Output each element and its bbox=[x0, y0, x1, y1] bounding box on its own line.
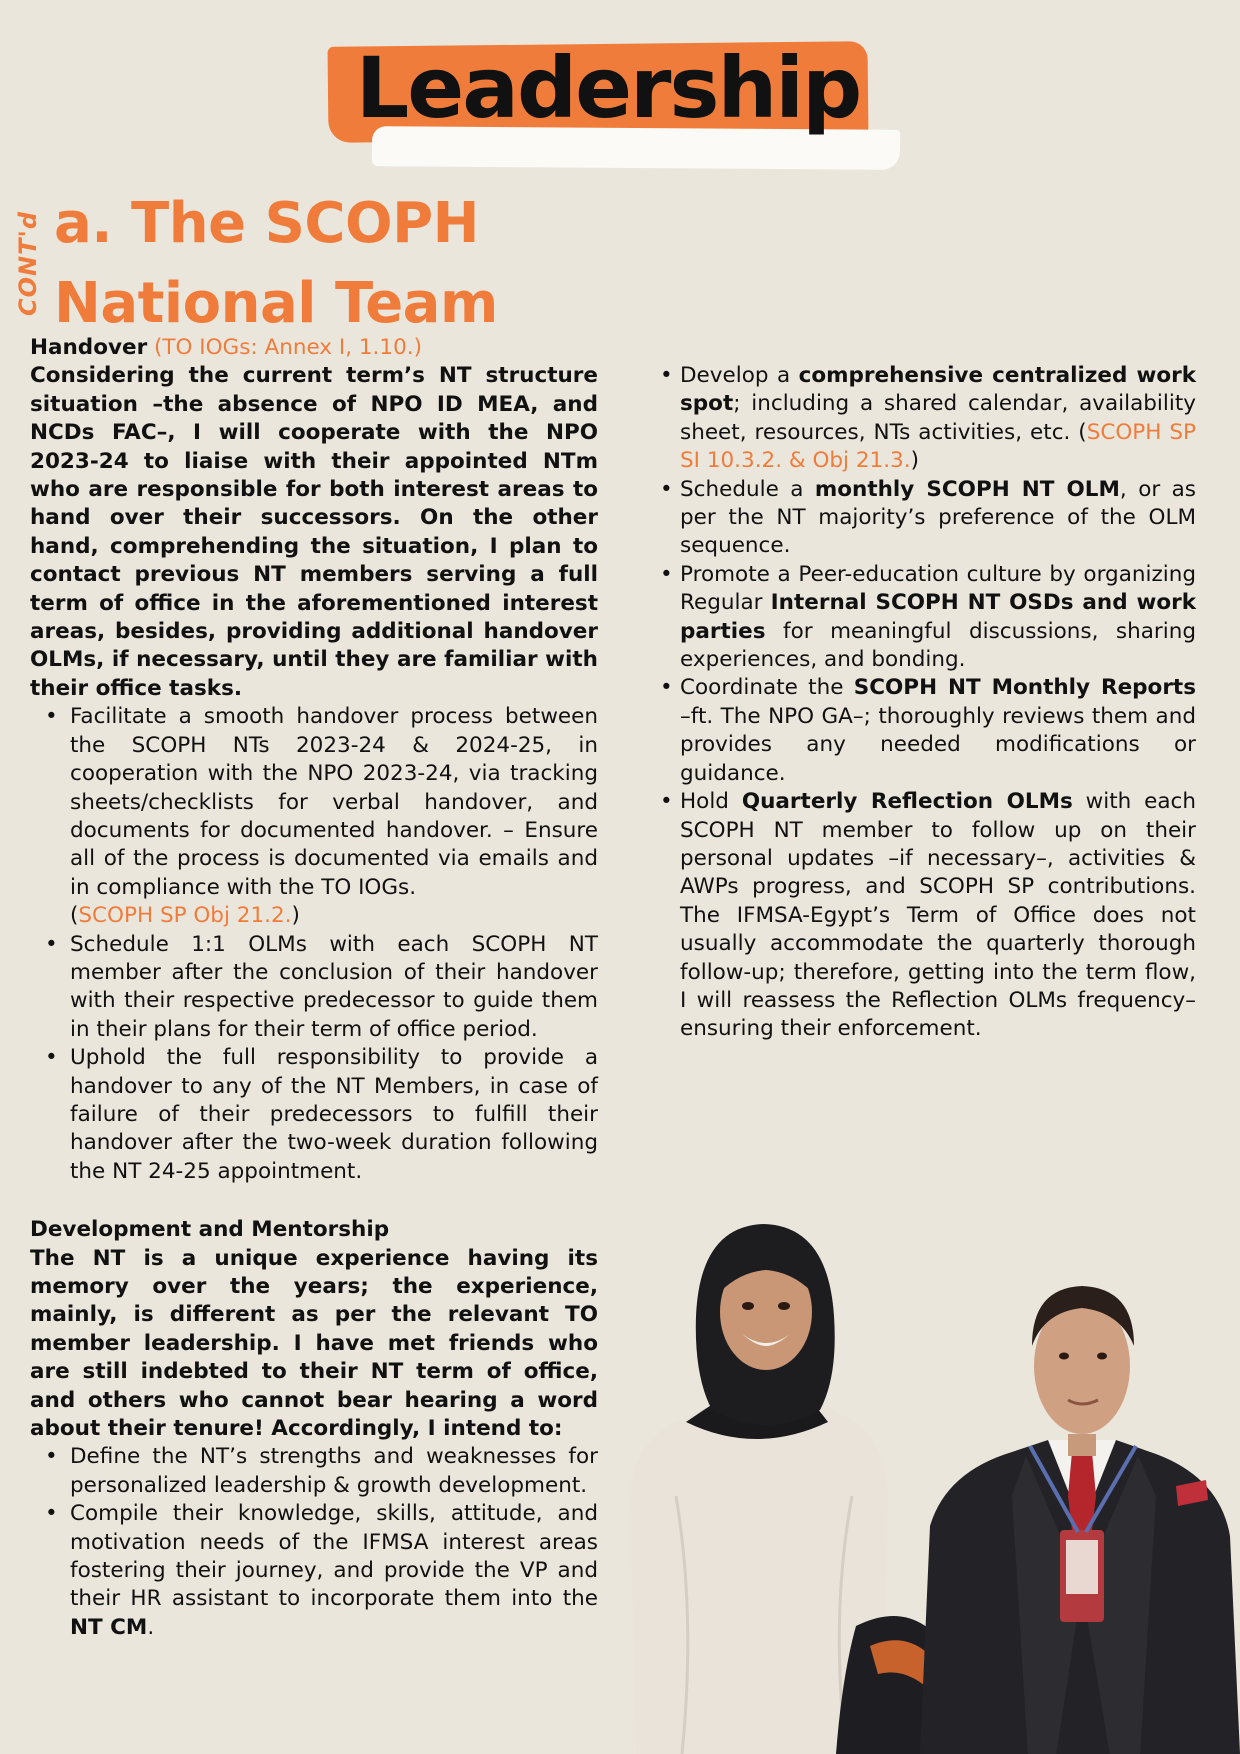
list-item: • Promote a Peer-education culture by organizing Regular Internal SCOPH NT OSDs and work parties for meaningful discussions, sharing experiences, and bonding. bbox=[666, 561, 1196, 675]
right-column bbox=[666, 362, 1196, 1044]
list-item: • Uphold the full responsibility to provide a handover to any of the NT Members, in case of failure of their predecessors to fulfill their handover after the two-week duration following the NT 24-25 appointment. bbox=[30, 1044, 598, 1186]
section-heading bbox=[54, 184, 498, 344]
development-list bbox=[30, 1443, 598, 1642]
handover-list bbox=[30, 703, 598, 1186]
handover-heading-ref: (TO IOGs: Annex I, 1.10.) bbox=[154, 335, 422, 360]
handover-heading: Handover bbox=[30, 335, 148, 360]
list-item: • Facilitate a smooth handover process between the SCOPH NTs 2023-24 & 2024-25, in cooperation with the NPO 2023-24, via tracking sheets/checklists for verbal handover, and documents for documented handover. – Ensure all of the process is documented via emails and in compliance with the TO IOGs. (SCOPH SP Obj 21.2.) bbox=[30, 703, 598, 930]
contd-label: CONT'd bbox=[14, 211, 42, 316]
list-item: • Develop a comprehensive centralized work spot; including a shared calendar, availability sheet, resources, NTs activities, etc. (SCOPH SP SI 10.3.2. & Obj 21.3.) bbox=[666, 362, 1196, 476]
right-list bbox=[666, 362, 1196, 1044]
section-heading-line1: a. The SCOPH bbox=[54, 191, 480, 256]
list-item: • Hold Quarterly Reflection OLMs with each SCOPH NT member to follow up on their personal updates –if necessary–, activities & AWPs progress, and SCOPH SP contributions. The IFMSA-Egypt’s Term of Office does not usually accommodate the quarterly thorough follow-up; therefore, getting into the term flow, I will reassess the Reflection OLMs frequency–ensuring their enforcement. bbox=[666, 788, 1196, 1044]
list-item: • Schedule 1:1 OLMs with each SCOPH NT member after the conclusion of their handover with their respective predecessor to guide them in their plans for their term of office period. bbox=[30, 931, 598, 1045]
list-item: • Compile their knowledge, skills, attitude, and motivation needs of the IFMSA interest areas fostering their journey, and provide the VP and their HR assistant to incorporate them into the NT CM. bbox=[30, 1500, 598, 1642]
list-item: • Schedule a monthly SCOPH NT OLM, or as per the NT majority’s preference of the OLM sequence. bbox=[666, 476, 1196, 561]
reference-link: SCOPH SP Obj 21.2. bbox=[78, 903, 292, 929]
left-column bbox=[30, 334, 598, 1642]
page-title: Leadership bbox=[355, 39, 861, 137]
development-heading: Development and Mentorship bbox=[30, 1217, 390, 1243]
reference-link: SCOPH SP SI 10.3.2. & Obj 21.3. bbox=[680, 419, 1196, 474]
development-intro: The NT is a unique experience having its memory over the years; the experience, mainly, is different as per the relevant TO member leadership. I have met friends who are still indebted to their NT term of office, and others who cannot bear hearing a word about their tenure! Accordingly, I intend to: bbox=[30, 1245, 598, 1442]
team-photo bbox=[616, 1196, 1240, 1754]
person-right-figure bbox=[920, 1286, 1240, 1754]
list-item-text: Facilitate a smooth handover process between the SCOPH NTs 2023-24 & 2024-25, in cooperation with the NPO 2023-24, via tracking sheets/checklists for verbal handover, and documents for documented handover. – Ensure all of the process is documented via emails and in compliance with the TO IOGs. bbox=[70, 704, 598, 900]
handover-heading-row bbox=[30, 334, 598, 362]
handover-intro: Considering the current term’s NT structure situation –the absence of NPO ID MEA, and NCDs FAC–, I will cooperate with the NPO 2023-24 to liaise with their appointed NTm who are responsible for both interest areas to hand over their successors. On the other hand, comprehending the situation, I plan to contact previous NT members serving a full term of office in the aforementioned interest areas, besides, providing additional handover OLMs, if necessary, until they are familiar with their office tasks. bbox=[30, 363, 598, 701]
section-heading-line2: National Team bbox=[54, 271, 498, 336]
list-item: • Define the NT’s strengths and weaknesses for personalized leadership & growth development. bbox=[30, 1443, 598, 1500]
list-item: • Coordinate the SCOPH NT Monthly Reports –ft. The NPO GA–; thoroughly reviews them and provides any needed modifications or guidance. bbox=[666, 674, 1196, 788]
